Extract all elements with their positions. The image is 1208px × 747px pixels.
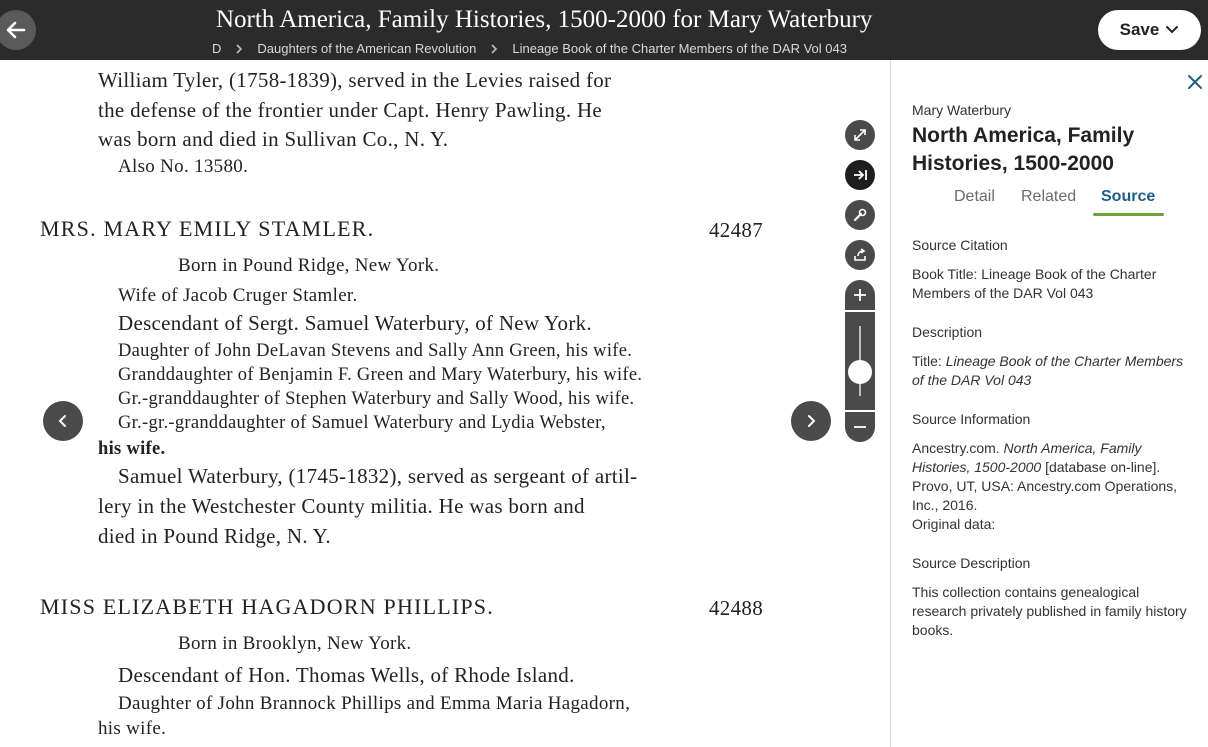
back-button[interactable] <box>0 10 36 50</box>
breadcrumb <box>212 41 847 56</box>
chevron-left-icon <box>56 414 70 428</box>
source-citation-body: Book Title: Lineage Book of the Charter Members of the DAR Vol 043 <box>912 266 1157 301</box>
document-line: Samuel Waterbury, (1745-1832), served as sergeant of artil- <box>118 464 638 488</box>
document-page-image <box>0 60 800 747</box>
chevron-right-icon <box>235 44 243 54</box>
wrench-icon <box>852 207 868 223</box>
description-heading: Description <box>912 324 983 340</box>
back-arrow-icon <box>5 19 27 41</box>
document-line: Gr.-granddaughter of Stephen Waterbury and Sally Wood, his wife. <box>118 389 635 409</box>
zoom-out-button[interactable] <box>845 412 875 442</box>
breadcrumb-item-collection[interactable]: Daughters of the American Revolution <box>257 41 477 56</box>
document-line: Descendant of Sergt. Samuel Waterbury, of New York. <box>118 311 592 335</box>
document-line: Born in Pound Ridge, New York. <box>178 255 440 276</box>
collapse-panel-button[interactable] <box>845 160 875 190</box>
source-description-heading: Source Description <box>912 555 1031 571</box>
next-page-button[interactable] <box>791 401 831 441</box>
document-line: Daughter of John DeLavan Stevens and Sally Ann Green, his wife. <box>118 341 633 361</box>
tab-related[interactable]: Related <box>1021 188 1077 205</box>
active-tab-indicator <box>1093 213 1164 216</box>
panel-tabs <box>891 188 1208 218</box>
chevron-down-icon <box>1165 25 1179 35</box>
document-entry-number: 42487 <box>709 218 763 242</box>
document-line: was born and died in Sullivan Co., N. Y. <box>98 127 449 151</box>
source-information-heading: Source Information <box>912 411 1031 427</box>
share-icon <box>852 247 868 263</box>
chevron-right-icon <box>490 44 498 54</box>
document-line: his wife. <box>98 439 166 459</box>
share-button[interactable] <box>845 240 875 270</box>
source-information-suffix: [database on-line]. Provo, UT, USA: Ancestry.com Operations, Inc., 2016. <box>912 459 1178 513</box>
document-line: Gr.-gr.-granddaughter of Samuel Waterbury and Lydia Webster, <box>118 413 606 433</box>
save-button[interactable] <box>1098 10 1201 50</box>
description-prefix: Title: <box>912 353 946 369</box>
zoom-in-icon <box>852 287 868 303</box>
description-title: Lineage Book of the Charter Members of the DAR Vol 043 <box>912 353 1184 388</box>
zoom-slider[interactable] <box>845 312 875 410</box>
record-detail-panel <box>890 60 1208 747</box>
tab-source[interactable]: Source <box>1101 188 1156 205</box>
document-line: William Tyler, (1758-1839), served in the Levies raised for <box>98 68 612 92</box>
breadcrumb-item-category[interactable]: D <box>212 41 222 56</box>
document-viewer[interactable] <box>0 60 890 747</box>
fullscreen-button[interactable] <box>845 120 875 150</box>
document-line: died in Pound Ridge, N. Y. <box>98 524 331 548</box>
tab-detail[interactable]: Detail <box>954 188 995 205</box>
source-information-body <box>912 439 1197 534</box>
document-entry-number: 42488 <box>709 596 763 620</box>
document-entry-name: MISS ELIZABETH HAGADORN PHILLIPS. <box>40 594 494 619</box>
document-line: the defense of the frontier under Capt. Henry Pawling. He <box>98 98 603 122</box>
zoom-out-icon <box>852 419 868 435</box>
document-line: Daughter of John Brannock Phillips and Emma Maria Hagadorn, <box>118 693 631 714</box>
zoom-slider-thumb[interactable] <box>848 360 872 384</box>
source-citation-heading: Source Citation <box>912 237 1008 253</box>
save-button-label: Save <box>1119 20 1160 39</box>
collection-title: North America, Family Histories, 1500-2000 <box>912 124 1135 175</box>
chevron-right-icon <box>804 414 818 428</box>
document-line: Born in Brooklyn, New York. <box>178 633 412 654</box>
person-name: Mary Waterbury <box>912 102 1012 118</box>
source-information-original-data: Original data: <box>912 516 996 532</box>
source-information-prefix: Ancestry.com. <box>912 440 1004 456</box>
document-line: his wife. <box>98 718 167 739</box>
fullscreen-icon <box>852 127 868 143</box>
document-line: Wife of Jacob Cruger Stamler. <box>118 285 358 306</box>
document-line: Granddaughter of Benjamin F. Green and Mary Waterbury, his wife. <box>118 365 643 385</box>
document-line: lery in the Westchester County militia. He was born and <box>98 494 585 518</box>
document-line: Also No. 13580. <box>118 156 249 177</box>
close-icon <box>1187 74 1203 90</box>
breadcrumb-item-book[interactable]: Lineage Book of the Charter Members of the DAR Vol 043 <box>512 41 847 56</box>
header-bar <box>0 0 1208 60</box>
close-panel-button[interactable] <box>1185 72 1205 92</box>
zoom-in-button[interactable] <box>845 280 875 310</box>
source-description-body: This collection contains genealogical research privately published in family history books. <box>912 584 1187 638</box>
source-information-italic: North America, Family Histories, 1500-2000 <box>912 440 1142 475</box>
page-title: North America, Family Histories, 1500-2000 for Mary Waterbury <box>216 6 873 33</box>
document-line: Descendant of Hon. Thomas Wells, of Rhode Island. <box>118 663 575 687</box>
previous-page-button[interactable] <box>43 401 83 441</box>
document-entry-name: MRS. MARY EMILY STAMLER. <box>40 216 375 241</box>
collapse-panel-icon <box>852 167 868 183</box>
description-body <box>912 352 1197 390</box>
tools-button[interactable] <box>845 200 875 230</box>
